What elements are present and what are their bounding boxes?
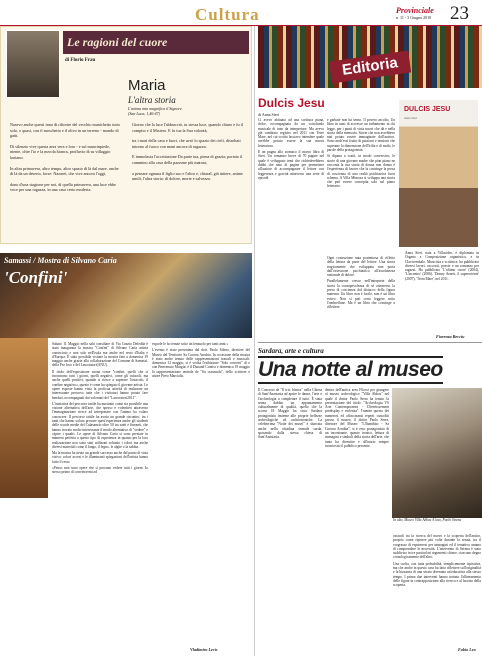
photo-caption: In alto, Museo Villa Abbas A lato, Paolo Strena xyxy=(393,518,462,522)
poem-stanza: E immolasta l'accettazione Da parte tua, piena di grazia; portato il cammino alla casa della pazzone più matura, xyxy=(132,154,243,165)
article-column xyxy=(393,534,481,649)
artwork-photo xyxy=(0,338,48,498)
poem-subtitle: L'altra storia xyxy=(128,95,176,105)
museum-photo xyxy=(392,388,482,518)
article-signature: Fiorenza Becciu xyxy=(436,334,465,339)
section-label: Editoria xyxy=(329,51,411,84)
paper-logo: Provinciale xyxy=(396,6,434,15)
article-title: Una notte al museo xyxy=(258,356,443,384)
paragraph: E un pugno allo stomaco il nuovo libro di Steri. Un romanzo breve di 70 pagine nel quale è sviluppato temi che richiederebbero dubbi che nato di pagine per permettere all'autrice di accompagnare il lettore con leggerezza e gravità attraverso una serie di episodi xyxy=(258,150,324,180)
paragraph: esporle le ho tenute sotto un lenzuolo per tanti anni » xyxy=(152,342,229,346)
poem-stanza: dono d'una stagione per noi, di quella primavera, una luce ebbe voce per una ragazza, in una casa certo modesta. xyxy=(10,181,116,193)
page-number: 23 xyxy=(450,3,469,24)
paragraph: Una scelta, con tutta probabilità, semplicemente ispirativa, ma che anche in questo caso ha fatto riflettere sull'originalità e la bizzarria di una serata diventata un'educativa alla stesso tempo. I prima due interventi hanno trattato l'allineamento delle figure in contrapposizione alla ricerca e al fascino della scoperta. xyxy=(393,561,481,588)
poem-source: (San Luca, 1,46-47) xyxy=(128,111,160,116)
article-title: Dulcis Jesu xyxy=(258,96,325,110)
paragraph: Ogni costruzione nata portentosa di rifletto della lettura da parte del lettore. Una storia tragicamente che sviluppata non porta dall'ossessione psichiatrica all'assolutezza razionale di dolore. xyxy=(327,256,395,278)
poem-stanza: Nasevo anche questi inno di rifiorire del vecchio manichetto tutto solo, o quasi, con il moschetto e il olivo in un terreno - mondo di gatti. xyxy=(10,122,120,139)
paragraph: Si dipana a scatti, in modo conversivo, le storie di una giovane madre che pian piano ne racconta la sua storia di donna non donna e l'esperienza di lavoro che la costringe la presa di coscienza di una realtà psichiatrica fuori schema. A Villa Mimosa si sviluppa una storia che può essere concepita solo sul piano letterario. xyxy=(327,154,395,189)
poem-stanza: In altra primavera, altro tempo, altro spazio di là dal mare, anche di là da un deserto, forse: Nazaret, che vive ancora l'oggi, xyxy=(10,165,119,177)
poem-title: Maria xyxy=(128,77,166,94)
poem-quote: L'anima mia magnifica il Signore. xyxy=(128,106,183,111)
article-signature: Vladimiro Lecis xyxy=(190,647,218,652)
paragraph: Parallelamente cresce nell'interprete della storia la consapevolezza di sé attraverso la presa di coscienza dal distacco della figura materna. Un libro non è facile, non è un libro estivo. Non si può certo leggere sotto l'ombrellone. Ma è un libro che costringe a riflettere. xyxy=(327,279,395,310)
paragraph: Ma la mostra ha avuto un grande successo anche dal punto di vista visivo: colori accesi e le illuminanti spiegazioni dell'artista hanno fatto il resto. xyxy=(52,451,148,464)
poem-stanza: a pensare ognuna il figlio suo e l'altro e, chiaraI, già intiere, anime umili, l'altra storia: di dolore, morte e salvezza. xyxy=(132,170,243,182)
book-cover-author: Anna Steri xyxy=(404,116,417,120)
poem-stanza: tra i mari della casa e fuori, che avrò lo spazio dei cieli, disseltati intorno al fuoco con mani ancora di ragazza. xyxy=(132,138,241,149)
poem-column-left xyxy=(10,122,120,240)
book-cover xyxy=(399,100,478,247)
poem-stanza: Giorno che la luce l'abbracciò, tu stessa luce, quando chiaro e fu il compito e il Mistero. E fu tua la Sua volontà, xyxy=(132,122,243,133)
issue-info: n. 11 - 3 Giugno 2010 xyxy=(396,15,432,20)
column-author: di Florio Frau xyxy=(65,58,96,63)
paragraph: L'evento è stato presentato dal dott. Paolo Sileno, direttore del Museo del Territorio Sa Corona Arrubia. In occasione della mostra è stato anche tenuto delle rappresentazioni teatrali e musicali: domenica 12 maggio, si è svolta l'esibizione "Solo concerti" di e con Benvenuto Murgia; è il Duoand Contisr e domenica 19 maggio la rappresentazione teatrale de "Su ossumolu", dello scrittore e attore Piero Marcialis. xyxy=(152,348,250,379)
paragraph: L'iniziativa del percorso tattile ha mostrato come sia possibile una visione alternativa dell'arte, che spesso e volentieri attraverso l'immaginazione riesce ad interpretare con l'animo ha volato conoscere. Il percorso tattile ha avuto un grande riscontro, tra i tanti che hanno voluto provare quest'esperienza anche gli studenti delle scuole medie del Calasanzio oltre 50 tra saeti e fineanti, che hanno trovato molto interessante il modo alternativo di "vedere" e capire i quadri. Le opere di Silvano Caria si sono prestate in maniera perfetta a questo tipo di esperienza in quanto per la loro realizzazione non sono stati utilizzati soltanto i colori ma anche diversi materiali come il fango, il legno, le alghe o la sabbia. xyxy=(52,401,148,449)
paragraph: Ci avevo abituato ad una scrittura piana, dolce, accompagnata da un sottofondo musicale di tono da interpretare. Ma avevo già cambiato registro nel 2011 con Terre Mare, nel cui scritto lasciavo intendere quale avrebbe potuto essere la sua nuova letteratura. xyxy=(258,118,324,148)
article-title: 'Confini' xyxy=(4,268,68,287)
article-kicker: Sardara, arte e cultura xyxy=(258,347,324,355)
paragraph: «Penso non sono opere che si possono vedere tutti i giorni. Io stesso primo di convincermi ad xyxy=(52,466,148,475)
section-title: Cultura xyxy=(195,5,260,24)
article-kicker: Samassi / Mostra di Silvano Caria xyxy=(4,256,117,265)
article-column xyxy=(327,256,395,332)
paragraph: Il Concerto de "Il trio Ichnos" nella Chiesa di Sant'Anastasia ad aprire le danze, l'arte e l'archeologia a completare il tutto. È stata senza dubbio un appuntamento culturalmente di qualità, quello che la scorsa 18 Maggio ha visto Sardara protagonista insieme alle proprie bellezze archeologiche ed architettoniche. La celeberrima "Notte dei musei" è sbarcata anche nella cittadina termale sarda, sposando dalla stessa chiesa di Sant'Anastasia. xyxy=(258,388,322,440)
author-photo xyxy=(6,30,60,98)
article-author: di Anna Steri xyxy=(258,112,280,117)
article-column xyxy=(258,388,322,653)
paragraph: Il titolo dell'esposizione suona come "confini, quelli che si incontrano tutti i giorni, quelli negativi, come gli ostacoli, ma anche quelli positivi, quando si riesce a superare l'ostacolo, il confine negativo», questo è come ha spiegato il giovane artista. Le opere esposte hanno visto la proficua attività di realizzare un interessante percorso tutte che i visitatori hanno potuto fare bendati, accompagnati dai volontari del "Laworatori2011". xyxy=(52,369,148,400)
poem-column-right xyxy=(132,122,244,240)
section-divider xyxy=(258,342,482,343)
article-column xyxy=(152,342,250,654)
article-column xyxy=(325,388,389,653)
article-column xyxy=(52,342,148,654)
article-column xyxy=(258,118,324,333)
column-divider xyxy=(254,26,255,656)
column-title: Le ragioni del cuore xyxy=(63,31,249,54)
author-bio: Anna Steri, nata a Villacidro, è diplomata in Organo e Composizione organistica, e in Clavicembalo. Musicista e scrittrice, ha pubblicato diversi lavori, racconti, poesie e un romanzo per ragazzi. Ha pubblicato 'L'ultimo cuore' (2004), 'L'incontro' (2006), 'Donny Arnett, il superoriente' (2007), 'Terra Mare', nel 2011. xyxy=(405,251,479,281)
paragraph: e garbate non ha senso. Il povero ascolto, Un libro in tanti di accresce un turbamento in chi legge, per i punti di vista nuovi che dà e nella storia della memoria. Storie che non avrebbero mai potuto essere immaginate dall'autrice. Sono anch'essi frutto di passioni e tensioni che superano la dimensione dell'Irilia e di molti, le parole della protagonista. xyxy=(327,118,395,153)
book-cover-title: DULCIS JESU xyxy=(404,106,451,113)
article-signature: Fabio Leo xyxy=(458,647,476,652)
paragraph: Sabato 11 Maggio nella sala consiliare di Via Grazia Deledda è stata inaugurata la mostra "Confini" di Silvano Caria artista conosciuto e non solo nell'isola ma anche nel resto d'Italia e d'Europa. È stato possibile visitare la mostra fino a domenica 19 maggio anche grazie alla collaborazione del Comune di Samassi, della Pro loco e del Laworatori(ANU). xyxy=(52,342,148,368)
paragraph: ostacoli tra la ricerca del nuovo e la scoperta dell'antico, proprio come ripetere più volte durante la serata, tra il vorgrasso di esprimersi per immagini ed il tentativo umano di comprendere le necessità. L'intervento di Serena è stato suddiviso in tre particolari argomenti chiave, ciascuno degno cronologicamente dell'altro. xyxy=(393,534,481,560)
paragraph: dentro dell'antica area Filossi per giungere al museo archeologico "Villa Abbas" nel quale il dottor Paolo Serra ha tenuto la presentazione del titolo: "Archeologia VS Arte Contemporanea - Divertissement predisplay e violenza". Tramite questo dei numerosi ed affascinanti reperti custoditi presso il museo, il dottor Paolo Serra, direttore del Museo: "L'Ibamhito - Sa Corona Arrubia", si è reso protagonista di un incontrante, quanto ironico, lettura di immagini e simboli della storia dell'arte, che tanto ha diventire e all'inizio sempre incuriosito il pubblico presente. xyxy=(325,388,389,448)
poem-stanza: Di silenzio vive questa aera vera e loro - e sul mancinpiede, niente, oltre l'io e la nuvola bianca, profluvio di su villaggio lontano. xyxy=(10,143,111,160)
